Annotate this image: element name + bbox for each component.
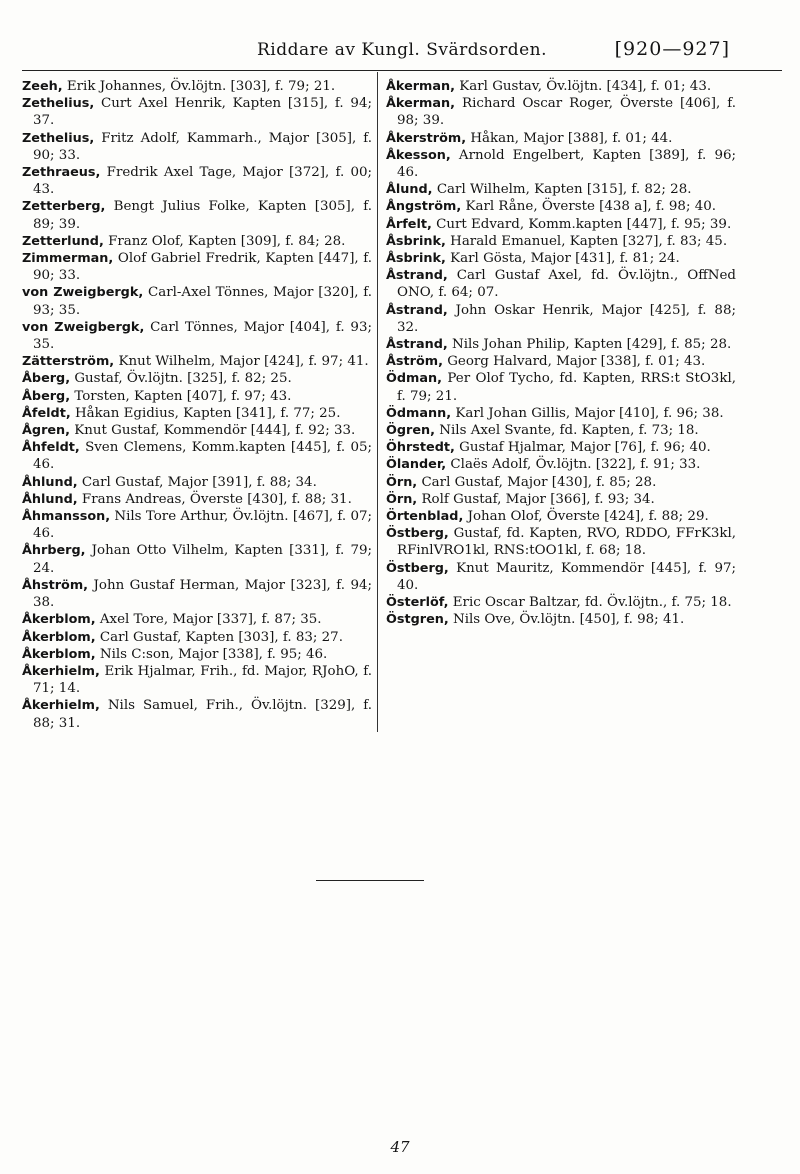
register-entry xyxy=(386,267,736,301)
register-entry xyxy=(386,302,736,336)
entry-details: Gustaf, fd. Kapten, RVO, RDDO, FFrK3kl, RFinlVRO1kl, RNS:tOO1kl, f. 68; 18. xyxy=(397,526,736,559)
entry-surname: von Zweigbergk, xyxy=(22,319,145,335)
entry-surname: Åkerblom, xyxy=(22,612,96,628)
entry-surname: Åhfeldt, xyxy=(22,440,80,456)
entry-details: Nils Axel Svante, fd. Kapten, f. 73; 18. xyxy=(439,423,699,439)
entry-details: Carl Wilhelm, Kapten [315], f. 82; 28. xyxy=(436,182,692,198)
entry-surname: Åfeldt, xyxy=(22,405,71,421)
entry-details: Håkan Egidius, Kapten [341], f. 77; 25. xyxy=(74,405,341,421)
entry-details: Harald Emanuel, Kapten [327], f. 83; 45. xyxy=(450,233,728,249)
entry-surname: Åkerhielm, xyxy=(22,698,100,714)
entry-surname: Åberg, xyxy=(22,371,71,387)
entry-details: Franz Olof, Kapten [309], f. 84; 28. xyxy=(108,233,346,249)
entry-surname: Åkesson, xyxy=(386,147,451,163)
entry-details: Olof Gabriel Fredrik, Kapten [447], f. 90; 33. xyxy=(33,251,373,284)
register-entry xyxy=(386,525,736,559)
entry-details: Erik Hjalmar, Frih., fd. Major, RJohO, f. 71; 14. xyxy=(33,663,372,697)
entry-details: Curt Edvard, Komm.kapten [447], f. 95; 39. xyxy=(436,216,732,232)
entry-surname: Zeeh, xyxy=(22,79,63,94)
entry-details: Carl-Axel Tönnes, Major [320], f. 93; 35. xyxy=(33,285,372,318)
register-entry xyxy=(22,198,372,232)
register-entry xyxy=(22,95,372,129)
entry-range: [920—927] xyxy=(614,38,730,60)
entry-surname: Östberg, xyxy=(386,526,449,542)
right-column xyxy=(386,78,736,629)
entry-surname: Zetterberg, xyxy=(22,199,106,215)
entry-surname: Öhrstedt, xyxy=(386,440,455,456)
header-rule xyxy=(22,70,782,71)
entry-details: Frans Andreas, Överste [430], f. 88; 31. xyxy=(81,491,352,507)
register-entry xyxy=(22,646,372,663)
footer-rule xyxy=(316,880,424,881)
register-entry xyxy=(22,697,372,731)
entry-surname: Åkerman, xyxy=(386,79,456,94)
entry-surname: Zethelius, xyxy=(22,130,95,146)
register-entry xyxy=(22,422,372,439)
entry-details: Richard Oscar Roger, Överste [406], f. 98; 39. xyxy=(397,96,736,129)
register-entry xyxy=(22,284,372,318)
entry-surname: Årfelt, xyxy=(386,216,432,232)
entry-surname: Åberg, xyxy=(22,388,71,404)
entry-surname: Ödmann, xyxy=(386,405,452,421)
register-entry xyxy=(22,353,372,370)
register-entry xyxy=(386,456,736,473)
register-entry xyxy=(22,233,372,250)
register-entry xyxy=(386,336,736,353)
entry-details: Arnold Engelbert, Kapten [389], f. 96; 46. xyxy=(397,147,736,181)
entry-details: Per Olof Tycho, fd. Kapten, RRS:t StO3kl, f. 79; 21. xyxy=(397,371,736,404)
entry-details: Erik Johannes, Öv.löjtn. [303], f. 79; 21. xyxy=(66,79,336,94)
register-entry xyxy=(386,422,736,439)
entry-surname: von Zweigbergk, xyxy=(22,285,144,301)
column-divider xyxy=(377,72,378,732)
register-entry xyxy=(22,439,372,473)
entry-surname: Åström, xyxy=(386,354,443,370)
register-entry xyxy=(22,130,372,164)
entry-details: Nils C:son, Major [338], f. 95; 46. xyxy=(99,646,328,662)
entry-surname: Åhrberg, xyxy=(22,543,86,559)
entry-details: Johan Otto Vilhelm, Kapten [331], f. 79; 24. xyxy=(33,543,372,576)
register-entry xyxy=(386,405,736,422)
register-entry xyxy=(22,508,372,542)
register-entry xyxy=(386,508,736,525)
register-entry xyxy=(386,147,736,181)
entry-details: Johan Olof, Överste [424], f. 88; 29. xyxy=(467,509,709,525)
register-entry xyxy=(22,491,372,508)
entry-surname: Åhlund, xyxy=(22,491,78,507)
entry-surname: Zethraeus, xyxy=(22,165,101,181)
entry-details: Axel Tore, Major [337], f. 87; 35. xyxy=(99,612,322,628)
entry-details: Håkan, Major [388], f. 01; 44. xyxy=(470,130,673,146)
entry-surname: Östberg, xyxy=(386,560,449,576)
entry-surname: Örn, xyxy=(386,474,418,490)
entry-details: John Gustaf Herman, Major [323], f. 94; 38. xyxy=(33,577,372,611)
entry-details: Carl Gustaf, Major [430], f. 85; 28. xyxy=(421,474,657,490)
entry-surname: Ögren, xyxy=(386,423,436,439)
entry-details: Gustaf, Öv.löjtn. [325], f. 82; 25. xyxy=(74,371,292,387)
register-entry xyxy=(22,474,372,491)
entry-details: Gustaf Hjalmar, Major [76], f. 96; 40. xyxy=(459,440,711,456)
register-entry xyxy=(22,78,372,95)
register-entry xyxy=(386,95,736,129)
entry-details: Knut Mauritz, Kommendör [445], f. 97; 40. xyxy=(397,560,736,593)
entry-details: Knut Wilhelm, Major [424], f. 97; 41. xyxy=(118,354,369,370)
register-entry xyxy=(386,370,736,404)
register-entry xyxy=(386,250,736,267)
register-entry xyxy=(386,560,736,594)
entry-surname: Ålund, xyxy=(386,182,433,198)
entry-surname: Örn, xyxy=(386,491,418,507)
entry-details: Torsten, Kapten [407], f. 97; 43. xyxy=(74,388,292,404)
page-number: 47 xyxy=(390,1138,410,1156)
entry-details: Carl Gustaf Axel, fd. Öv.löjtn., OffNed ONO, f. 64; 07. xyxy=(397,268,736,301)
entry-surname: Åsbrink, xyxy=(386,251,446,267)
entry-surname: Ågren, xyxy=(22,423,71,439)
running-title: Riddare av Kungl. Svärdsorden. xyxy=(257,40,547,60)
entry-details: Georg Halvard, Major [338], f. 01; 43. xyxy=(447,354,706,370)
entry-surname: Åhström, xyxy=(22,577,89,593)
entry-surname: Östgren, xyxy=(386,612,449,628)
entry-surname: Åkerhielm, xyxy=(22,663,100,679)
left-column xyxy=(22,78,372,732)
entry-details: Bengt Julius Folke, Kapten [305], f. 89; 39. xyxy=(33,199,372,232)
entry-details: Carl Gustaf, Major [391], f. 88; 34. xyxy=(81,474,317,490)
entry-surname: Åkerblom, xyxy=(22,629,96,645)
register-entry xyxy=(22,611,372,628)
register-entry xyxy=(386,594,736,611)
entry-surname: Zethelius, xyxy=(22,96,95,112)
entry-details: Claës Adolf, Öv.löjtn. [322], f. 91; 33. xyxy=(450,457,701,473)
register-entry xyxy=(386,181,736,198)
entry-surname: Åkerblom, xyxy=(22,646,96,662)
entry-details: Rolf Gustaf, Major [366], f. 93; 34. xyxy=(421,491,655,507)
entry-details: Carl Gustaf, Kapten [303], f. 83; 27. xyxy=(99,629,343,645)
entry-details: Nils Johan Philip, Kapten [429], f. 85; 28. xyxy=(451,337,732,353)
entry-details: Knut Gustaf, Kommendör [444], f. 92; 33. xyxy=(74,423,356,439)
register-entry xyxy=(386,439,736,456)
entry-surname: Åsbrink, xyxy=(386,233,446,249)
register-entry xyxy=(22,542,372,576)
register-entry xyxy=(386,474,736,491)
entry-surname: Zätterström, xyxy=(22,354,115,370)
entry-details: Fritz Adolf, Kammarh., Major [305], f. 90; 33. xyxy=(33,130,372,163)
register-entry xyxy=(22,388,372,405)
entry-surname: Åhmansson, xyxy=(22,509,111,525)
entry-details: John Oskar Henrik, Major [425], f. 88; 32. xyxy=(397,302,736,335)
entry-surname: Åstrand, xyxy=(386,268,448,284)
register-entry xyxy=(386,491,736,508)
entry-surname: Åstrand, xyxy=(386,337,448,353)
register-entry xyxy=(22,629,372,646)
entry-details: Eric Oscar Baltzar, fd. Öv.löjtn., f. 75; 18. xyxy=(452,595,732,611)
entry-surname: Ångström, xyxy=(386,199,462,215)
entry-surname: Zetterlund, xyxy=(22,233,104,249)
register-entry xyxy=(22,663,372,697)
entry-details: Carl Tönnes, Major [404], f. 93; 35. xyxy=(33,319,372,353)
entry-details: Curt Axel Henrik, Kapten [315], f. 94; 37. xyxy=(33,96,372,129)
register-entry xyxy=(22,250,372,284)
entry-surname: Åhlund, xyxy=(22,474,78,490)
entry-details: Nils Samuel, Frih., Öv.löjtn. [329], f. 88; 31. xyxy=(33,698,372,731)
entry-details: Nils Ove, Öv.löjtn. [450], f. 98; 41. xyxy=(453,612,685,628)
register-entry xyxy=(386,78,736,95)
entry-details: Karl Johan Gillis, Major [410], f. 96; 38. xyxy=(455,405,724,421)
entry-details: Nils Tore Arthur, Öv.löjtn. [467], f. 07; 46. xyxy=(33,509,372,542)
register-entry xyxy=(22,319,372,353)
register-entry xyxy=(386,130,736,147)
entry-surname: Örtenblad, xyxy=(386,509,464,525)
page-header xyxy=(0,40,800,66)
register-entry xyxy=(386,353,736,370)
entry-details: Sven Clemens, Komm.kapten [445], f. 05; 46. xyxy=(33,440,372,473)
entry-surname: Österlöf, xyxy=(386,595,449,611)
register-entry xyxy=(22,577,372,611)
entry-details: Karl Gustav, Öv.löjtn. [434], f. 01; 43. xyxy=(459,79,712,94)
register-entry xyxy=(386,198,736,215)
entry-surname: Åkerman, xyxy=(386,96,456,112)
entry-surname: Zimmerman, xyxy=(22,251,114,267)
entry-details: Karl Gösta, Major [431], f. 81; 24. xyxy=(450,251,680,267)
register-entry xyxy=(22,164,372,198)
register-entry xyxy=(386,216,736,233)
register-entry xyxy=(22,370,372,387)
register-entry xyxy=(386,611,736,628)
entry-details: Fredrik Axel Tage, Major [372], f. 00; 43. xyxy=(33,165,372,198)
entry-surname: Ölander, xyxy=(386,457,447,473)
entry-surname: Åkerström, xyxy=(386,130,467,146)
entry-surname: Ödman, xyxy=(386,371,442,387)
register-entry xyxy=(386,233,736,250)
entry-details: Karl Råne, Överste [438 a], f. 98; 40. xyxy=(465,199,717,215)
entry-surname: Åstrand, xyxy=(386,302,448,318)
register-entry xyxy=(22,405,372,422)
